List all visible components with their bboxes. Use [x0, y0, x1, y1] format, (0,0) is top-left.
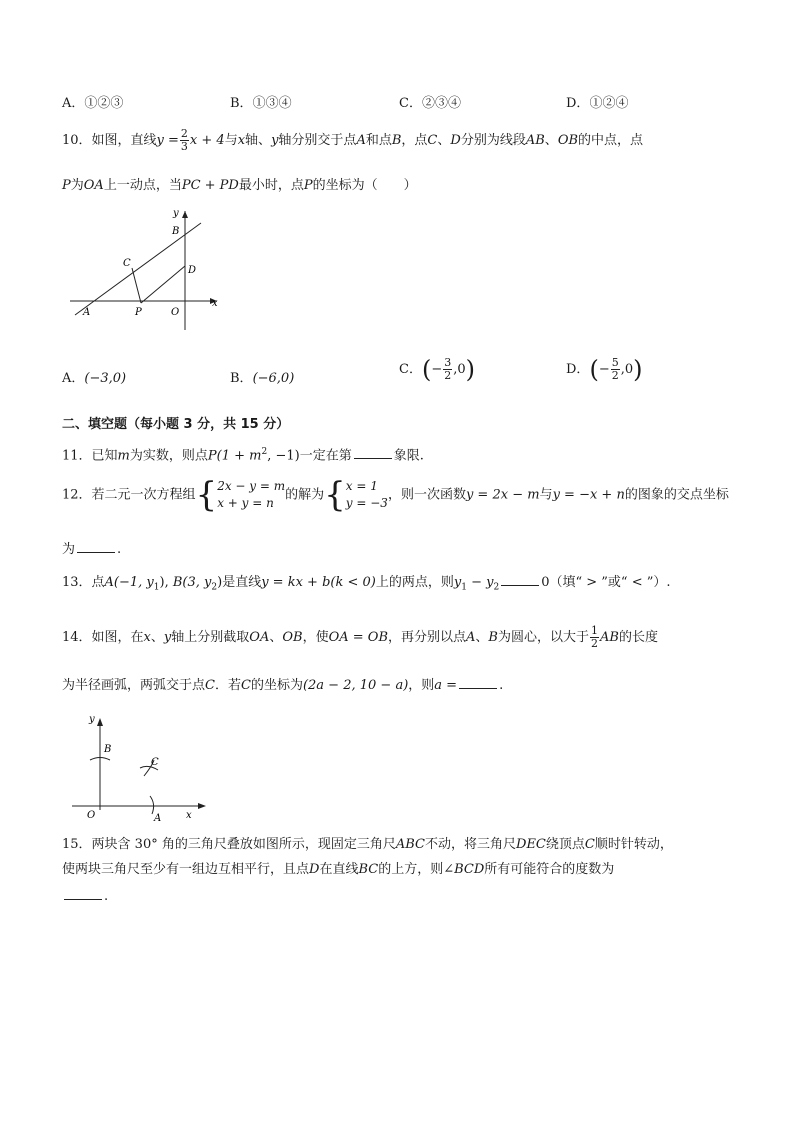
x-axis-arrow — [198, 803, 206, 809]
q13-sub: 2 — [493, 582, 500, 593]
label-C: C — [151, 757, 159, 768]
segment-cp — [132, 268, 141, 303]
q14-text: ，再分别以点 — [388, 630, 467, 645]
option-text: ①③④ — [252, 96, 292, 111]
q15-line3 — [62, 887, 108, 906]
q12-sol2: y = −3 — [345, 496, 388, 510]
label-A: A — [154, 813, 162, 824]
q12-text: 与 — [539, 487, 553, 503]
option-letter: C． — [399, 362, 422, 377]
option-tail: ,0 — [453, 362, 466, 377]
q10-figure — [65, 205, 225, 335]
q14-text: . — [499, 678, 504, 693]
q12-line2 — [62, 540, 121, 559]
q12-text: 12．若二元一次方程组 — [62, 487, 196, 503]
label-O: O — [171, 307, 180, 318]
y-axis-arrow — [97, 718, 103, 726]
q10-text: 、 — [437, 133, 451, 148]
q10-OA: OA — [83, 178, 104, 193]
q14-B: B — [488, 630, 498, 645]
q12-f1: y = 2x − m — [465, 487, 540, 503]
frac-den: 2 — [444, 369, 452, 382]
answer-blank[interactable] — [354, 446, 392, 459]
option-letter: B． — [230, 371, 253, 386]
q15-text: 在直线 — [319, 862, 359, 877]
label-B: B — [104, 744, 112, 755]
option-letter: B． — [230, 96, 253, 111]
q10-text: 和点 — [365, 133, 392, 148]
q14-y: y — [163, 630, 172, 645]
q10-option-d: D．(− $\frac{5}{2}$ ,0) — [566, 355, 643, 384]
q12-eq2: x + y = n — [217, 496, 274, 510]
answer-blank[interactable] — [459, 676, 497, 689]
q13-y1: y — [453, 575, 462, 590]
q15-DEC: DEC — [516, 837, 546, 852]
q11-expr: (1 + m — [216, 448, 262, 464]
q10-text: 上一动点，当 — [103, 178, 182, 193]
q14-text: ．若 — [214, 678, 241, 693]
option-value: (−6,0) — [252, 371, 295, 386]
q12-text: 的解为 — [285, 487, 325, 503]
q14-text: 、 — [150, 630, 164, 645]
q13-text: 是直线 — [222, 575, 262, 590]
q9-option-a — [62, 92, 123, 111]
q10-text: 分别为线段 — [460, 133, 526, 148]
q13-text: ) — [217, 575, 223, 590]
q12-solution: { x = 1 y = −3 — [324, 475, 388, 515]
q12-text: 的图象的交点坐标 — [624, 487, 729, 503]
segment-pd — [141, 266, 185, 303]
option-letter: D． — [566, 96, 590, 111]
q10-y: y — [271, 133, 279, 148]
label-B: B — [172, 226, 180, 237]
q11 — [62, 443, 424, 465]
frac-num: 5 — [611, 356, 619, 369]
q14-fraction — [590, 625, 599, 650]
frac-num: 2 — [180, 127, 188, 140]
q10-text: 为 — [70, 178, 84, 193]
q15-line2 — [62, 861, 614, 879]
q11-expr: , −1) — [267, 448, 300, 464]
q11-sup: 2 — [261, 447, 268, 457]
q13-minus: − y — [466, 575, 494, 590]
label-x: x — [212, 298, 218, 309]
q12-text: 为 — [62, 542, 76, 557]
q10-P: P — [62, 178, 71, 193]
q15-text: 的上方，则 — [378, 862, 444, 877]
option-letter: A． — [62, 96, 85, 111]
label-P: P — [135, 307, 142, 318]
q10-text: 的坐标为（ ） — [312, 178, 417, 193]
q14-line2 — [62, 676, 503, 695]
q14-text: 、 — [269, 630, 283, 645]
q10-option-c: C．(− $\frac{3}{2}$ ,0) — [399, 355, 476, 384]
q11-P: P — [207, 448, 217, 464]
option-text: ①②④ — [589, 96, 629, 111]
q15-text: . — [104, 889, 109, 904]
label-x: x — [186, 810, 192, 821]
q13-sub: 2 — [211, 582, 218, 593]
q10-number: 10．如图，直线 — [62, 133, 157, 148]
frac-den: 2 — [591, 637, 598, 650]
option-letter: A． — [62, 371, 85, 386]
q15-text: 顺时针转动， — [594, 837, 673, 852]
q11-text: 一定在第 — [299, 448, 352, 464]
q10-text: 的中点，点 — [578, 133, 644, 148]
q13-line: y = kx + b(k < 0) — [261, 575, 376, 590]
q14-aeq: a = — [434, 678, 458, 693]
q15-ABC: ABC — [395, 837, 425, 852]
q13-sub: 1 — [153, 582, 160, 593]
option-text: ①②③ — [84, 96, 124, 111]
q10-fraction — [180, 128, 189, 153]
q10-text: 与 — [224, 133, 238, 148]
q15-text: 绕顶点 — [545, 837, 585, 852]
q10-y-eq: y = — [156, 133, 179, 148]
q10-AB: AB — [525, 133, 545, 148]
label-y: y — [173, 208, 179, 219]
answer-blank[interactable] — [64, 887, 102, 900]
option-value: (−3,0) — [84, 371, 127, 386]
q13-text: 上的两点，则 — [375, 575, 454, 590]
q12-system: { 2x − y = m x + y = n — [195, 475, 286, 515]
q14-text: ，使 — [302, 630, 329, 645]
q10-OB: OB — [557, 133, 579, 148]
q9-option-c — [399, 92, 461, 111]
label-D: D — [188, 265, 197, 276]
q11-text: 为实数，则点 — [129, 448, 208, 464]
q15-D: D — [309, 862, 320, 877]
q10-A: A — [356, 133, 366, 148]
frac-den: 2 — [611, 369, 619, 382]
q10-C: C — [427, 133, 438, 148]
q10-text: ，点 — [401, 133, 428, 148]
label-y: y — [89, 714, 95, 725]
q14-text: 的坐标为 — [250, 678, 303, 693]
q14-x: x — [143, 630, 151, 645]
q14-text: 的长度 — [618, 630, 658, 645]
q14-text: 、 — [475, 630, 489, 645]
q10-line1 — [62, 128, 643, 153]
q10-text: 轴、 — [245, 133, 272, 148]
q13-A: A(−1, y — [104, 575, 154, 590]
q15-text: 使两块三角尺至少有一组边互相平行，且点 — [62, 862, 310, 877]
q10-P: P — [303, 178, 313, 193]
option-neg: − — [598, 362, 610, 377]
q15-BC: BC — [358, 862, 379, 877]
q14-text: 为圆心，以大于 — [497, 630, 589, 645]
option-letter: D． — [566, 362, 590, 377]
q15-text: 所有可能符合的度数为 — [484, 862, 615, 877]
q14-OA: OA — [249, 630, 270, 645]
q13-text: 0（填“ > ”或“ < ”）. — [541, 575, 671, 590]
q11-m: m — [117, 448, 130, 464]
q14-line1 — [62, 625, 658, 650]
label-O: O — [87, 810, 96, 821]
q12-sol1: x = 1 — [345, 479, 378, 493]
q10-line2 — [62, 177, 417, 195]
arc-a — [150, 796, 154, 814]
q10-option-a — [62, 367, 126, 386]
q9-option-d — [566, 92, 628, 111]
y-axis-arrow — [182, 211, 188, 218]
q12-text: . — [117, 542, 122, 557]
q13-sub: 1 — [461, 582, 467, 593]
q10-text: 最小时，点 — [238, 178, 304, 193]
option-letter: C． — [399, 96, 422, 111]
q10-text: 轴分别交于点 — [278, 133, 357, 148]
frac-den: 3 — [180, 140, 188, 153]
q10-x: x — [237, 133, 246, 148]
q11-text: 象限. — [393, 448, 424, 464]
q14-C: C — [240, 678, 251, 693]
q12-eq1: 2x − y = m — [217, 479, 286, 493]
frac-num: 3 — [444, 356, 452, 369]
frac-num: 1 — [591, 624, 598, 637]
q15-text: 15．两块含 30° 角的三角尺叠放如图所示，现固定三角尺 — [62, 837, 396, 852]
q14-text: ，则 — [408, 678, 435, 693]
q15-C: C — [584, 837, 595, 852]
label-C: C — [123, 258, 131, 269]
option-text: ②③④ — [421, 96, 461, 111]
q10-D: D — [450, 133, 461, 148]
q9-option-b — [230, 92, 292, 111]
q12-text: ，则一次函数 — [387, 487, 466, 503]
q14-text: 为半径画弧，两弧交于点 — [62, 678, 206, 693]
q12-line1 — [62, 475, 729, 515]
section-heading: 二、填空题（每小题 3 分，共 15 分） — [62, 417, 290, 432]
q14-AB: AB — [600, 630, 619, 645]
q14-OB: OB — [282, 630, 303, 645]
q15-angle: ∠BCD — [443, 862, 485, 877]
label-A: A — [83, 307, 91, 318]
q10-option-b — [230, 367, 294, 386]
q14-coord: (2a − 2, 10 − a) — [302, 678, 409, 693]
q14-text: 轴上分别截取 — [171, 630, 250, 645]
q14-figure — [68, 710, 210, 825]
q12-f2: y = −x + n — [552, 487, 625, 503]
q14-C: C — [205, 678, 215, 693]
option-tail: ,0 — [620, 362, 634, 377]
q14-text: 14．如图，在 — [62, 630, 144, 645]
q15-line1 — [62, 836, 673, 854]
q10-B: B — [391, 133, 402, 148]
option-neg: − — [431, 362, 443, 377]
q13-text: ), — [159, 575, 173, 590]
q10-x4: x + 4 — [189, 133, 225, 148]
answer-blank[interactable] — [77, 540, 115, 553]
q10-text: 、 — [544, 133, 558, 148]
q13-B: B(3, y — [172, 575, 212, 590]
answer-blank[interactable] — [501, 573, 539, 586]
q13 — [62, 573, 671, 597]
q13-text: 13．点 — [62, 575, 105, 590]
q11-text: 11．已知 — [62, 448, 118, 464]
q14-A: A — [466, 630, 476, 645]
q10-pcpd: PC + PD — [181, 178, 239, 193]
q14-eq: OA = OB — [328, 630, 388, 645]
q15-text: 不动，将三角尺 — [425, 837, 517, 852]
